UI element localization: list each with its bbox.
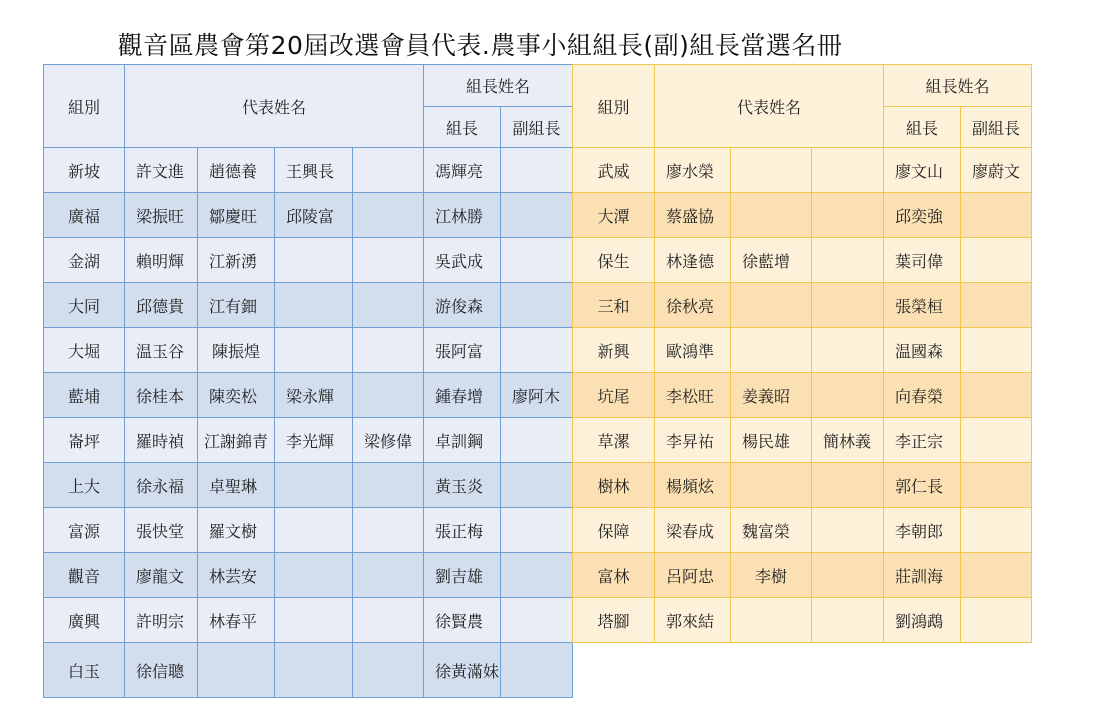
leader-cell: 張榮桓	[884, 283, 961, 328]
rep-name-cell: 林逢德	[655, 238, 731, 283]
rep-name-cell: 陳振煌	[198, 328, 275, 373]
rep-name-cell: 梁修偉	[353, 418, 424, 463]
vice-leader-cell	[501, 328, 573, 373]
vice-leader-cell	[961, 598, 1032, 643]
rep-name-cell	[275, 463, 353, 508]
group-header: 組別	[44, 65, 125, 148]
rep-name-cell	[275, 598, 353, 643]
vice-leader-cell	[961, 463, 1032, 508]
rep-name-cell: 徐永福	[125, 463, 198, 508]
rep-name-cell: 江謝錦青	[198, 418, 275, 463]
table-row	[573, 283, 1032, 328]
group-header: 組別	[573, 65, 655, 148]
rep-name-cell: 呂阿忠	[655, 553, 731, 598]
vice-leader-cell: 廖蔚文	[961, 148, 1032, 193]
group-cell: 保障	[573, 508, 655, 553]
group-cell: 富源	[44, 508, 125, 553]
group-cell: 新坡	[44, 148, 125, 193]
leader-cell: 葉司偉	[884, 238, 961, 283]
rep-name-cell: 林春平	[198, 598, 275, 643]
rep-name-cell	[353, 283, 424, 328]
leaders-header: 組長姓名	[424, 65, 573, 107]
group-cell: 武威	[573, 148, 655, 193]
rep-name-cell	[353, 598, 424, 643]
rep-name-cell	[731, 193, 812, 238]
table-row	[44, 418, 573, 463]
group-cell: 廣福	[44, 193, 125, 238]
rep-name-cell: 邱陵富	[275, 193, 353, 238]
vice-leader-cell	[501, 148, 573, 193]
rep-name-cell: 梁永輝	[275, 373, 353, 418]
rep-name-cell: 廖龍文	[125, 553, 198, 598]
rep-name-cell: 許明宗	[125, 598, 198, 643]
rep-name-cell: 廖水榮	[655, 148, 731, 193]
rep-name-cell	[812, 283, 884, 328]
rep-name-cell: 羅文樹	[198, 508, 275, 553]
vice-leader-cell	[501, 193, 573, 238]
rep-name-cell	[731, 283, 812, 328]
leader-cell: 莊訓海	[884, 553, 961, 598]
rep-name-cell: 李樹	[731, 553, 812, 598]
group-cell: 樹林	[573, 463, 655, 508]
rep-name-cell: 郭來結	[655, 598, 731, 643]
leader-cell: 黃玉炎	[424, 463, 501, 508]
leader-cell: 郭仁長	[884, 463, 961, 508]
rep-name-cell	[731, 148, 812, 193]
left-roster-table	[43, 64, 573, 698]
vice-leader-cell	[501, 418, 573, 463]
rep-name-cell: 羅時禎	[125, 418, 198, 463]
rep-name-cell: 梁振旺	[125, 193, 198, 238]
leader-header: 組長	[884, 107, 961, 148]
vice-leader-cell	[961, 193, 1032, 238]
vice-leader-cell	[501, 463, 573, 508]
rep-name-cell: 楊民雄	[731, 418, 812, 463]
rep-name-cell: 邱德貴	[125, 283, 198, 328]
group-cell: 新興	[573, 328, 655, 373]
leader-cell: 邱奕強	[884, 193, 961, 238]
group-cell: 上大	[44, 463, 125, 508]
table-row	[44, 598, 573, 643]
rep-name-cell: 李光輝	[275, 418, 353, 463]
rep-name-cell	[731, 598, 812, 643]
rep-name-cell: 徐藍增	[731, 238, 812, 283]
rep-name-cell	[353, 553, 424, 598]
group-cell: 坑尾	[573, 373, 655, 418]
table-row	[573, 508, 1032, 553]
leader-cell: 馮輝亮	[424, 148, 501, 193]
table-row	[573, 418, 1032, 463]
table-row	[573, 193, 1032, 238]
table-row	[44, 193, 573, 238]
rep-name-cell: 李松旺	[655, 373, 731, 418]
group-cell: 金湖	[44, 238, 125, 283]
rep-name-cell	[275, 553, 353, 598]
table-row	[44, 283, 573, 328]
table-row	[573, 598, 1032, 643]
rep-name-cell	[353, 643, 424, 698]
table-row	[44, 463, 573, 508]
vice-leader-cell	[501, 598, 573, 643]
rep-name-cell: 徐秋亮	[655, 283, 731, 328]
table-row	[44, 643, 573, 698]
group-cell: 草漯	[573, 418, 655, 463]
page-title: 觀音區農會第20屆改選會員代表.農事小組組長(副)組長當選名冊	[117, 31, 843, 60]
rep-name-cell: 梁春成	[655, 508, 731, 553]
rep-name-cell	[812, 193, 884, 238]
group-cell: 觀音	[44, 553, 125, 598]
vice-leader-cell	[501, 508, 573, 553]
vice-leader-header: 副組長	[501, 107, 573, 148]
rep-name-cell	[812, 463, 884, 508]
rep-name-cell	[731, 328, 812, 373]
vice-leader-cell	[961, 418, 1032, 463]
rep-name-cell: 趙德養	[198, 148, 275, 193]
reps-header: 代表姓名	[655, 65, 884, 148]
rep-name-cell	[275, 238, 353, 283]
rep-name-cell: 王興長	[275, 148, 353, 193]
leader-cell: 鍾春增	[424, 373, 501, 418]
vice-leader-header: 副組長	[961, 107, 1032, 148]
rep-name-cell	[812, 238, 884, 283]
rep-name-cell	[812, 328, 884, 373]
rep-name-cell: 林芸安	[198, 553, 275, 598]
group-cell: 藍埔	[44, 373, 125, 418]
group-cell: 廣興	[44, 598, 125, 643]
group-cell: 白玉	[44, 643, 125, 698]
rep-name-cell	[353, 328, 424, 373]
rep-name-cell: 卓聖琳	[198, 463, 275, 508]
rep-name-cell	[353, 193, 424, 238]
rep-name-cell: 姜義昭	[731, 373, 812, 418]
rep-name-cell	[353, 463, 424, 508]
table-row	[573, 463, 1032, 508]
rep-name-cell: 魏富榮	[731, 508, 812, 553]
table-row	[44, 508, 573, 553]
rep-name-cell	[275, 328, 353, 373]
leader-cell: 李朝郎	[884, 508, 961, 553]
leader-cell: 劉吉雄	[424, 553, 501, 598]
leader-cell: 吳武成	[424, 238, 501, 283]
rep-name-cell: 許文進	[125, 148, 198, 193]
rep-name-cell	[812, 508, 884, 553]
table-row	[573, 373, 1032, 418]
group-cell: 塔腳	[573, 598, 655, 643]
rep-name-cell: 簡林義	[812, 418, 884, 463]
rep-name-cell	[353, 238, 424, 283]
rep-name-cell	[812, 553, 884, 598]
vice-leader-cell: 廖阿木	[501, 373, 573, 418]
vice-leader-cell	[961, 238, 1032, 283]
rep-name-cell: 賴明輝	[125, 238, 198, 283]
rep-name-cell: 蔡盛協	[655, 193, 731, 238]
vice-leader-cell	[501, 643, 573, 698]
table-row	[44, 553, 573, 598]
rep-name-cell: 江新湧	[198, 238, 275, 283]
rep-name-cell	[275, 643, 353, 698]
table-row	[573, 148, 1032, 193]
table-row	[44, 148, 573, 193]
table-row	[573, 328, 1032, 373]
rep-name-cell	[275, 283, 353, 328]
rep-name-cell: 陳奕松	[198, 373, 275, 418]
leader-cell: 廖文山	[884, 148, 961, 193]
leader-cell: 張正梅	[424, 508, 501, 553]
vice-leader-cell	[501, 553, 573, 598]
rep-name-cell	[353, 508, 424, 553]
vice-leader-cell	[961, 283, 1032, 328]
group-cell: 崙坪	[44, 418, 125, 463]
leader-cell: 卓訓鋼	[424, 418, 501, 463]
group-cell: 大潭	[573, 193, 655, 238]
table-row	[573, 553, 1032, 598]
vice-leader-cell	[961, 508, 1032, 553]
leaders-header: 組長姓名	[884, 65, 1032, 107]
group-cell: 三和	[573, 283, 655, 328]
vice-leader-cell	[501, 283, 573, 328]
group-cell: 富林	[573, 553, 655, 598]
rep-name-cell: 温玉谷	[125, 328, 198, 373]
table-row	[573, 238, 1032, 283]
rep-name-cell: 鄒慶旺	[198, 193, 275, 238]
leader-cell: 游俊森	[424, 283, 501, 328]
rep-name-cell	[812, 598, 884, 643]
rep-name-cell	[812, 373, 884, 418]
rep-name-cell	[353, 148, 424, 193]
leader-cell: 向春榮	[884, 373, 961, 418]
rep-name-cell	[353, 373, 424, 418]
vice-leader-cell	[961, 328, 1032, 373]
leader-cell: 徐賢農	[424, 598, 501, 643]
vice-leader-cell	[961, 373, 1032, 418]
reps-header: 代表姓名	[125, 65, 424, 148]
rep-name-cell	[731, 463, 812, 508]
rep-name-cell	[198, 643, 275, 698]
group-cell: 大堀	[44, 328, 125, 373]
leader-cell: 李正宗	[884, 418, 961, 463]
rep-name-cell: 江有鈿	[198, 283, 275, 328]
leader-cell: 張阿富	[424, 328, 501, 373]
table-row	[44, 328, 573, 373]
leader-cell: 江林勝	[424, 193, 501, 238]
table-row	[44, 238, 573, 283]
rep-name-cell: 張快堂	[125, 508, 198, 553]
rep-name-cell	[812, 148, 884, 193]
rep-name-cell	[275, 508, 353, 553]
rep-name-cell: 徐桂本	[125, 373, 198, 418]
table-row	[44, 373, 573, 418]
right-roster-table	[572, 64, 1032, 643]
leader-cell: 温國森	[884, 328, 961, 373]
vice-leader-cell	[961, 553, 1032, 598]
leader-header: 組長	[424, 107, 501, 148]
rep-name-cell: 徐信聰	[125, 643, 198, 698]
group-cell: 保生	[573, 238, 655, 283]
vice-leader-cell	[501, 238, 573, 283]
leader-cell: 劉鴻鵡	[884, 598, 961, 643]
leader-cell: 徐黃滿妹	[424, 643, 501, 698]
rep-name-cell: 李昇祐	[655, 418, 731, 463]
rep-name-cell: 楊頻炫	[655, 463, 731, 508]
group-cell: 大同	[44, 283, 125, 328]
rep-name-cell: 歐鴻準	[655, 328, 731, 373]
